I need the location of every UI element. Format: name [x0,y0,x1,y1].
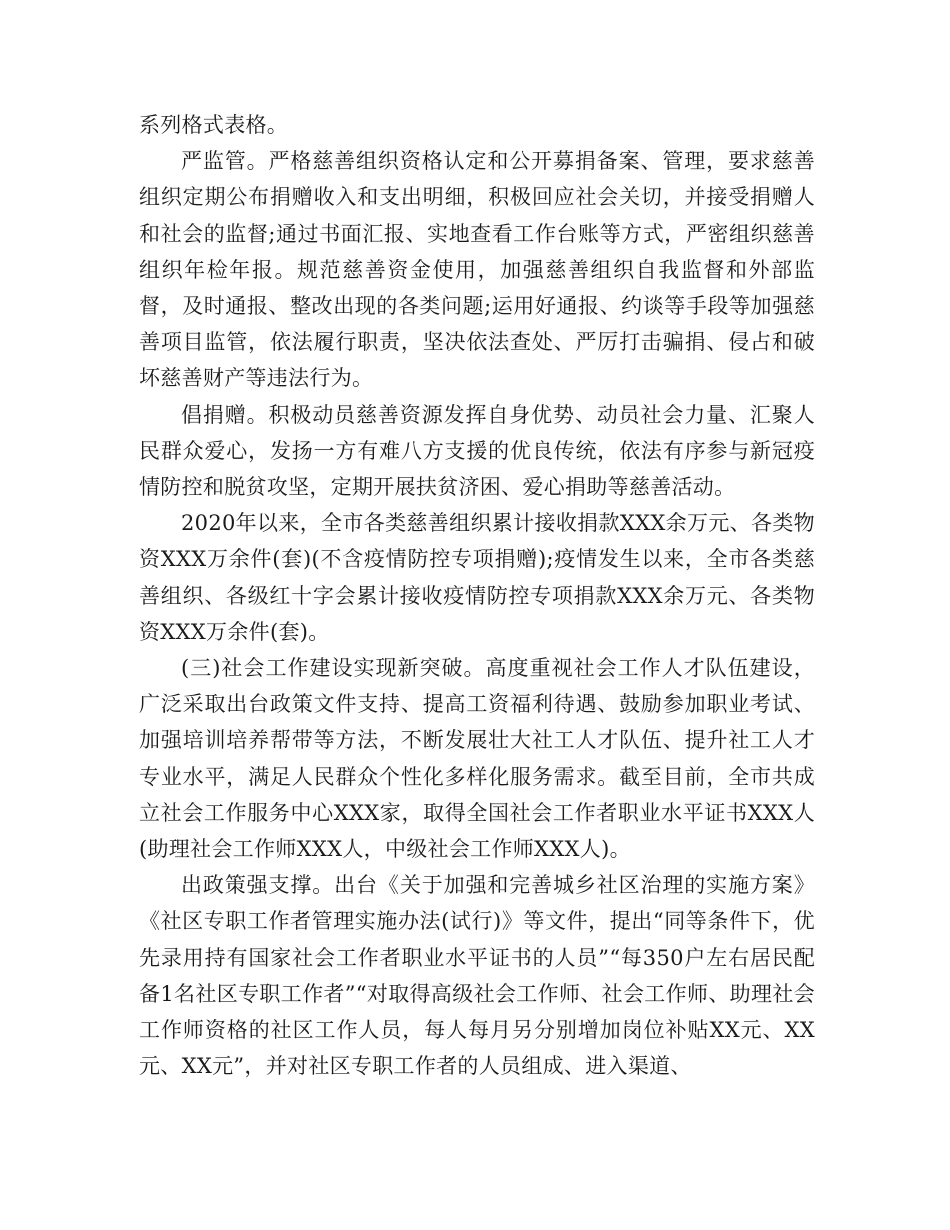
paragraph-policy-support: 出政策强支撑。出台《关于加强和完善城乡社区治理的实施方案》《社区专职工作者管理实施办法(试行)》等文件，提出“同等条件下，优先录用持有国家社会工作者职业水平证书的人员”“每350户左右居民配备1名社区专职工作者”“对取得高级社会工作师、社会工作师、助理社会工作师资格的社区工作人员，每人每月另分别增加岗位补贴XX元、XX元、XX元”，并对社区专职工作者的人员组成、进入渠道、 [139,873,815,1079]
paragraph-continuation: 系列格式表格。 [139,113,289,137]
document-body [139,107,815,1084]
paragraph-promote-donation: 倡捐赠。积极动员慈善资源发挥自身优势、动员社会力量、汇聚人民群众爱心，发扬一方有难八方支援的优良传统，依法有序参与新冠疫情防控和脱贫攻坚，定期开展扶贫济困、爱心捐助等慈善活动。 [139,402,815,500]
paragraph-donation-statistics: 2020年以来，全市各类慈善组织累计接收捐款XXX余万元、各类物资XXX万余件(套)(不含疫情防控专项捐赠);疫情发生以来，全市各类慈善组织、各级红十字会累计接收疫情防控专项捐款XXX余万元、各类物资XXX万余件(套)。 [139,511,815,644]
paragraph-social-work-breakthrough: (三)社会工作建设实现新突破。高度重视社会工作人才队伍建设，广泛采取出台政策文件支持、提高工资福利待遇、鼓励参加职业考试、加强培训培养帮带等方法，不断发展壮大社工人才队伍、提升社工人才专业水平，满足人民群众个性化多样化服务需求。截至目前，全市共成立社会工作服务中心XXX家，取得全国社会工作者职业水平证书XXX人(助理社会工作师XXX人，中级社会工作师XXX人)。 [139,656,815,862]
paragraph-strict-supervision: 严监管。严格慈善组织资格认定和公开募捐备案、管理，要求慈善组织定期公布捐赠收入和支出明细，积极回应社会关切，并接受捐赠人和社会的监督;通过书面汇报、实地查看工作台账等方式，严密组织慈善组织年检年报。规范慈善资金使用，加强慈善组织自我监督和外部监督，及时通报、整改出现的各类问题;运用好通报、约谈等手段等加强慈善项目监管，依法履行职责，坚决依法查处、严厉打击骗捐、侵占和破坏慈善财产等违法行为。 [139,149,815,391]
